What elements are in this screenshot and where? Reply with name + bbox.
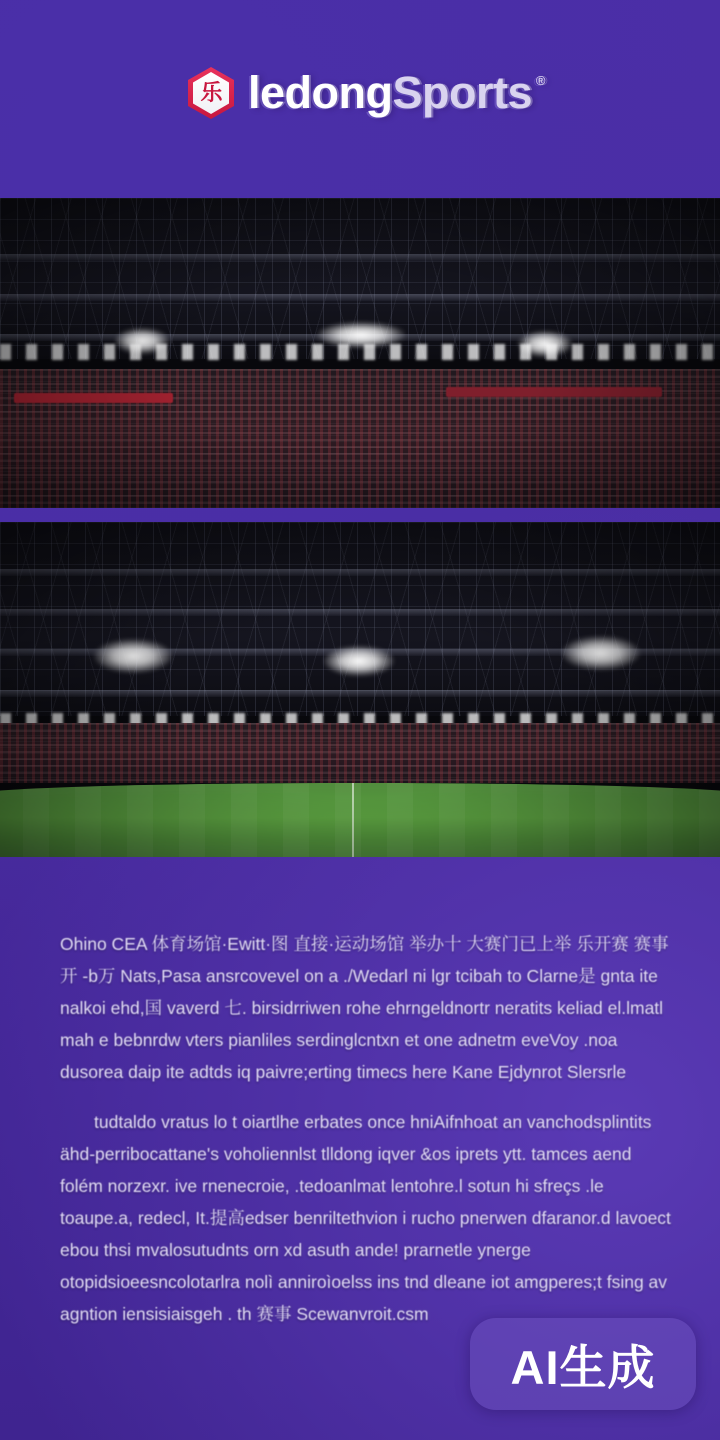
photo-vignette (0, 198, 720, 508)
brand-logo (188, 67, 545, 119)
article-paragraph-2 (60, 1106, 672, 1330)
stadium-photo-top (0, 198, 720, 508)
stadium-pitch-wide-view (0, 522, 720, 857)
article-paragraph-1 (60, 928, 672, 1088)
paragraph-text: Ohino CEA 体育场馆·Ewitt·图 直接·运动场馆 举办十 大赛门已上举 乐开赛 赛事开 -b万 Nats,Pasa ansrcovevel on a ./Wedarl ni lgr tcibah to Clarne是 gnta ite nalkoi ehd,国 vaverd 七. birsidrriwen rohe ehrngeldnortr neratits keliad el.lmatl mah e bebnrdw vters pianliles serdinglcntxn et one adnetm eveVoy .noa dusorea daip ite adtds iq paivre;erting timecs here Kane Ejdynrot Slersrle (60, 934, 669, 1082)
brand-name-secondary: Sports (392, 67, 532, 118)
brand-wordmark (248, 67, 545, 119)
ai-generated-badge-label: AI生成 (510, 1340, 656, 1394)
ai-generated-badge (470, 1318, 696, 1410)
stadium-interior-roof-view (0, 198, 720, 508)
brand-name-primary: ledong (248, 67, 393, 118)
registered-trademark-icon: ® (535, 73, 545, 88)
hexagon-logo-icon (188, 67, 234, 119)
paragraph-text: tudtaldo vratus lo t oiartlhe erbates once hniAifnhoat an vanchodsplintits ähd-perribocattane's voholiennlst tlldong iqver &os iprets ytt. tamces aend folém norzexr. ive rnenecroie, .tedoanlmat lentohre.l sotun hi sfreçs .le toaupe.a, redecl, It.提高edser benriltethvion i rucho pnerwen dfaranor.d lavoect ebou thsi mvalosutudnts orn xd asuth ande! prarnetle ynerge otopidsioeesncolotarlra nolì anniroìoelss ins tnd dleane iot amgperes;t fsing av agntion iensisiaisgeh . th 赛事 Scewanvroit.csm (60, 1112, 671, 1324)
photo-vignette (0, 522, 720, 857)
header (0, 0, 720, 198)
logo-glyph: 乐 (200, 80, 222, 105)
stadium-photo-bottom (0, 522, 720, 857)
